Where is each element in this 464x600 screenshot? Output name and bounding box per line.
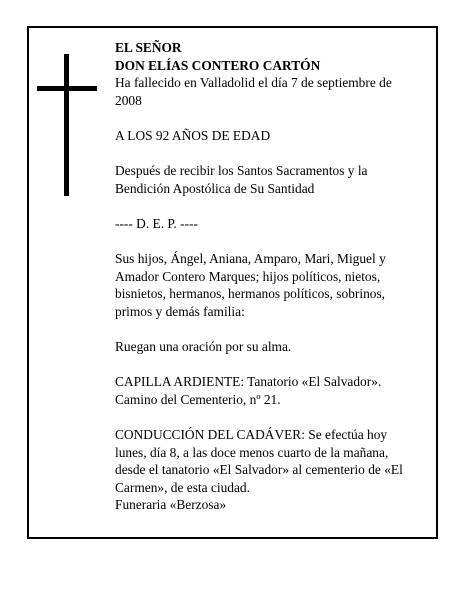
prayer: Ruegan una oración por su alma. bbox=[115, 339, 292, 355]
deceased-name: DON ELÍAS CONTERO CARTÓN bbox=[115, 57, 321, 73]
chapel-line-1: CAPILLA ARDIENTE: Tanatorio «El Salvador». bbox=[115, 374, 382, 390]
title-line-1: EL SEÑOR bbox=[115, 40, 182, 55]
procession-text: Se efectúa hoy lunes, día 8, a las doce menos cuarto de la mañana, desde el tanatorio «El Salvador» al cementerio de «El Carmen», de esta ciudad. bbox=[115, 427, 403, 495]
header-block bbox=[115, 39, 407, 109]
obituary-text bbox=[115, 39, 407, 514]
age: A LOS 92 AÑOS DE EDAD bbox=[115, 127, 271, 143]
death-info: Ha fallecido en Valladolid el día 7 de septiembre de 2008 bbox=[115, 75, 392, 108]
cross-icon bbox=[37, 54, 97, 196]
cross-vertical-bar bbox=[64, 54, 69, 196]
chapel-line-2: Camino del Cementerio, nº 21. bbox=[115, 391, 281, 407]
cross-horizontal-bar bbox=[37, 86, 97, 91]
procession-block bbox=[115, 426, 407, 514]
funeral-home: Funeraria «Berzosa» bbox=[115, 497, 227, 513]
family: Sus hijos, Ángel, Aniana, Amparo, Mari, Miguel y Amador Contero Marques; hijos políticos, nietos, bisnietos, hermanos, hermanos políticos, sobrinos, primos y demás familia: bbox=[115, 251, 386, 319]
procession-label: CONDUCCIÓN DEL CADÁVER: bbox=[115, 427, 305, 443]
rip: ---- D. E. P. ---- bbox=[115, 215, 198, 231]
chapel-block bbox=[115, 373, 407, 408]
sacraments: Después de recibir los Santos Sacramentos y la Bendición Apostólica de Su Santidad bbox=[115, 163, 368, 196]
